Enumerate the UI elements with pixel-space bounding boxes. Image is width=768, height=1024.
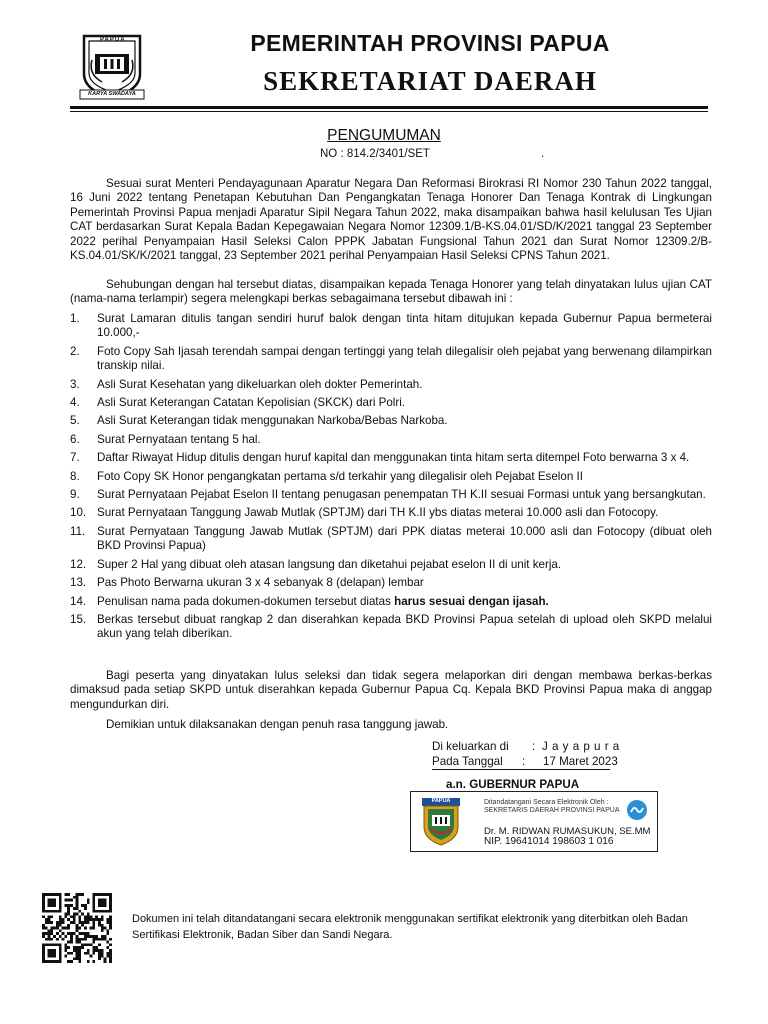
requirement-number: 4. (70, 396, 80, 410)
requirement-number: 6. (70, 432, 80, 446)
signatory-name: Dr. M. RIDWAN RUMASUKUN, SE.MM (484, 826, 651, 837)
paragraph-closing: Demikian untuk dilaksanakan dengan penuh rasa tanggung jawab. (106, 718, 449, 731)
requirement-item (70, 525, 712, 554)
requirement-text: Surat Lamaran ditulis tangan sendiri huruf balok dengan tinta hitam ditujukan kepada Gubernur Papua bermeterai 10.000,- (97, 312, 712, 340)
requirement-text: Super 2 Hal yang dibuat oleh atasan langsung dan diketahui pejabat eselon II di unit kerja. (97, 557, 562, 571)
requirement-number: 11. (70, 524, 86, 538)
requirement-item (70, 595, 712, 609)
letterhead-divider-thin (70, 111, 708, 112)
signatory-nip: NIP. 19641014 198603 1 016 (484, 836, 614, 847)
requirement-number: 1. (70, 312, 80, 325)
requirement-item (70, 433, 712, 447)
e-signature-icon (626, 799, 648, 821)
requirement-text: Berkas tersebut dibuat rangkap 2 dan diserahkan kepada BKD Provinsi Papua setelah di upload oleh SKPD melalui akun yang telah diberikan. (97, 612, 712, 641)
qr-code-icon (42, 893, 112, 963)
requirement-item (70, 414, 712, 428)
e-signature-notice: Dokumen ini telah ditandatangani secara elektronik menggunakan sertifikat elektronik yang diterbitkan oleh Badan Sertifikasi Elektronik, Badan Siber dan Sandi Negara. (132, 913, 688, 941)
government-name: PEMERINTAH PROVINSI PAPUA (250, 30, 610, 56)
requirement-item (70, 576, 712, 590)
requirement-item (70, 613, 712, 642)
document-number: NO : 814.2/3401/SET (320, 148, 430, 160)
issued-date-label: Pada Tanggal (432, 755, 503, 768)
issued-place-value: J a y a p u r a (542, 740, 620, 753)
sig-logo-label: PAPUA (431, 798, 451, 804)
requirement-emphasis: harus sesuai dengan ijasah. (394, 594, 549, 608)
requirement-item (70, 345, 712, 374)
requirement-item (70, 470, 712, 484)
requirement-text: Daftar Riwayat Hidup ditulis dengan huruf kapital dan menggunakan tinta hitam serta ditempel Foto berwarna 3 x 4. (97, 451, 690, 465)
signed-by-line1: Ditandatangani Secara Elektronik Oleh : (484, 799, 609, 806)
requirement-item (70, 451, 712, 465)
paragraph-consequence: Bagi peserta yang dinyatakan lulus seleksi dan tidak segera melaporkan diri dengan membawa berkas-berkas dimaksud pada setiap SKPD untuk diserahkan kepada Gubernur Papua Cq. Kepala BKD Provinsi Papua maka di anggap mengundurkan diri. (70, 669, 712, 711)
emblem-top-label: PAPUA (100, 37, 126, 43)
requirement-number: 12. (70, 557, 87, 571)
office-name: SEKRETARIAT DAERAH (263, 66, 597, 96)
requirement-text: Surat Pernyataan Tanggung Jawab Mutlak (SPTJM) dari PPK diatas meterai 10.000 asli dan Fotocopy (dibuat oleh BKD Provinsi Papua) (97, 524, 712, 553)
requirement-item (70, 488, 712, 502)
requirement-number: 10. (70, 506, 87, 520)
requirement-text: Surat Pernyataan Pejabat Eselon II tentang penugasan penempatan TH K.II sesuai Formasi untuk yang bersangkutan. (97, 488, 706, 502)
letterhead-divider-thick (70, 106, 708, 109)
requirement-text: Surat Pernyataan Tanggung Jawab Mutlak (SPTJM) dari TH K.II ybs diatas meterai 10.000 asli dan Fotocopy. (97, 506, 659, 520)
issued-place-separator: : (532, 740, 536, 753)
requirement-item (70, 558, 712, 572)
requirements-list (70, 312, 712, 642)
paragraph-basis: Sesuai surat Menteri Pendayagunaan Aparatur Negara Dan Reformasi Birokrasi RI Nomor 230 Tahun 2022 tanggal, 16 Juni 2022 tentang Penetapan Kebutuhan Dan Pengangkatan Tenaga Honorer Dan Tenaga Kontrak di Lingkungan Pemerintah Provinsi Papua menjadi Aparatur Sipil Negara Tahun 2022, maka disampaikan bahwa hasil kelulusan Tes Ujian CAT berdasarkan Surat Kepala Badan Kepegawaian Negara Nomor 12309.1/B-KS.04.01/SD/K/2021 tanggal 23 September 2022 perihal Penyampaian Hasil Seleksi Calon PPPK Jabatan Fungsional Tahun 2021 dan Surat Nomor 12309.2/B-KS.04.01/SK/K/2021 tanggal, 23 September 2021 perihal Penyampaian Hasil Seleksi CPNS Tahun 2021. (70, 177, 712, 263)
requirement-number: 7. (70, 451, 80, 465)
requirement-text: Foto Copy Sah Ijasah terendah sampai dengan tertinggi yang telah dilegalisir oleh pejabat yang berwenang dilampirkan transkip nilai. (97, 344, 712, 373)
requirement-number: 2. (70, 344, 80, 358)
requirement-item (70, 312, 712, 341)
requirement-number: 3. (70, 377, 80, 391)
document-title (0, 127, 768, 145)
requirement-text: Asli Surat Keterangan tidak menggunakan Narkoba/Bebas Narkoba. (97, 414, 448, 428)
requirement-number: 8. (70, 469, 80, 483)
signed-by-line2: SEKRETARIS DAERAH PROVINSI PAPUA (484, 807, 620, 814)
requirement-number: 14. (70, 594, 87, 608)
requirement-number: 9. (70, 488, 80, 502)
issued-date-value: 17 Maret 2023 (543, 755, 618, 768)
requirement-text: Pas Photo Berwarna ukuran 3 x 4 sebanyak 8 (delapan) lembar (97, 576, 424, 590)
document-title-text: PENGUMUMAN (327, 127, 441, 144)
requirement-number: 5. (70, 414, 80, 428)
requirement-text: Foto Copy SK Honor pengangkatan pertama s/d terkahir yang dilegalisir oleh Pejabat Eselon II (97, 469, 583, 483)
papua-emblem-color-icon (420, 797, 462, 847)
requirement-text: Asli Surat Keterangan Catatan Kepolisian (SKCK) dari Polri. (97, 396, 406, 410)
requirement-number: 15. (70, 612, 87, 626)
requirement-item (70, 396, 712, 410)
emblem-bottom-label: KARYA SWADAYA (88, 91, 136, 97)
document-number-trail: . (541, 148, 545, 160)
requirement-text: Asli Surat Kesehatan yang dikeluarkan oleh dokter Pemerintah. (97, 377, 423, 391)
issued-place-label: Di keluarkan di (432, 740, 509, 753)
requirement-item (70, 378, 712, 392)
requirement-number: 13. (70, 576, 87, 590)
paragraph-instruction: Sehubungan dengan hal tersebut diatas, disampaikan kepada Tenaga Honorer yang telah dinyatakan lulus ujian CAT (nama-nama terlampir) segera melengkapi berkas sebagaimana tersebut dibawah ini : (70, 278, 712, 306)
on-behalf-title: a.n. GUBERNUR PAPUA (446, 778, 580, 791)
requirement-item (70, 506, 712, 520)
requirement-text: Penulisan nama pada dokumen-dokumen tersebut diatas (97, 594, 395, 608)
requirement-text: Surat Pernyataan tentang 5 hal. (97, 432, 261, 446)
issued-date-separator: : (522, 755, 526, 768)
